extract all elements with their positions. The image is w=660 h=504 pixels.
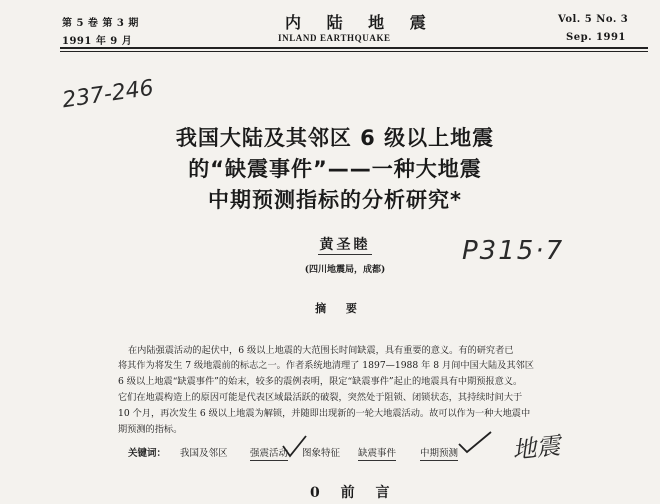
- volume-issue-en: Vol. 5 No. 3: [558, 14, 629, 25]
- abstract-line-6: 期预测的指标。: [118, 424, 183, 435]
- keyword-5: 中期预测: [420, 445, 458, 461]
- author-name: 黄圣睦: [319, 237, 371, 253]
- keyword-2: 强震活动: [250, 445, 288, 461]
- abstract-line-2: 将其作为将发生 7 级地震前的标志之一。作者系统地清理了 1897—1988 年 8 月间中国大陆及其邻区: [118, 360, 534, 371]
- date-cn: 1991 年 9 月: [62, 36, 133, 47]
- abstract-heading: 摘 要: [315, 302, 365, 315]
- keywords-label: 关键词：: [128, 448, 167, 459]
- journal-title-en: INLAND EARTHQUAKE: [278, 33, 391, 43]
- author-underline: [318, 254, 372, 255]
- date-en: Sep. 1991: [566, 32, 626, 43]
- check-mark-1: [280, 432, 310, 460]
- header-rule-thick: [60, 47, 648, 49]
- abstract-line-4: 它们在地震构造上的原因可能是代表区域最活跃的破裂，突然处于阻锁、闭锁状态，其持续时间大于: [118, 392, 523, 403]
- title-line-1: 我国大陆及其邻区 6 级以上地震: [175, 126, 495, 150]
- abstract-line-5: 10 个月，再次发生 6 级以上地震为解锁，并随即出现新的一轮大地震活动。故可以作为一种大地震中: [118, 408, 531, 419]
- keyword-1: 我国及邻区: [180, 448, 228, 459]
- abstract-line-1: 在内陆强震活动的起伏中，6 级以上地震的大范围长时间缺震，具有重要的意义。有的研究者已: [128, 345, 514, 356]
- section-heading: 0 前 言: [310, 485, 398, 501]
- handwritten-page-range: 237-246: [60, 75, 156, 114]
- keyword-4: 缺震事件: [358, 445, 396, 461]
- author-affiliation: (四川地震局，成都): [304, 265, 386, 275]
- title-line-2: 的“缺震事件”——一种大地震: [188, 157, 482, 181]
- title-line-3: 中期预测指标的分析研究*: [208, 188, 462, 212]
- header-rule-thin: [60, 51, 648, 52]
- check-mark-2: [455, 428, 495, 456]
- handwritten-keyword-note: 地震: [510, 431, 562, 465]
- abstract-line-3: 6 级以上地震“缺震事件”的始末，较多的震例表明，限定“缺震事件”起止的地震具有中期预报意义。: [118, 376, 523, 387]
- keyword-3: 图象特征: [302, 448, 341, 459]
- journal-title-cn: 内 陆 地 震: [285, 13, 436, 32]
- handwritten-call-number: P315·7: [462, 236, 565, 266]
- volume-issue-cn: 第 5 卷 第 3 期: [62, 18, 139, 29]
